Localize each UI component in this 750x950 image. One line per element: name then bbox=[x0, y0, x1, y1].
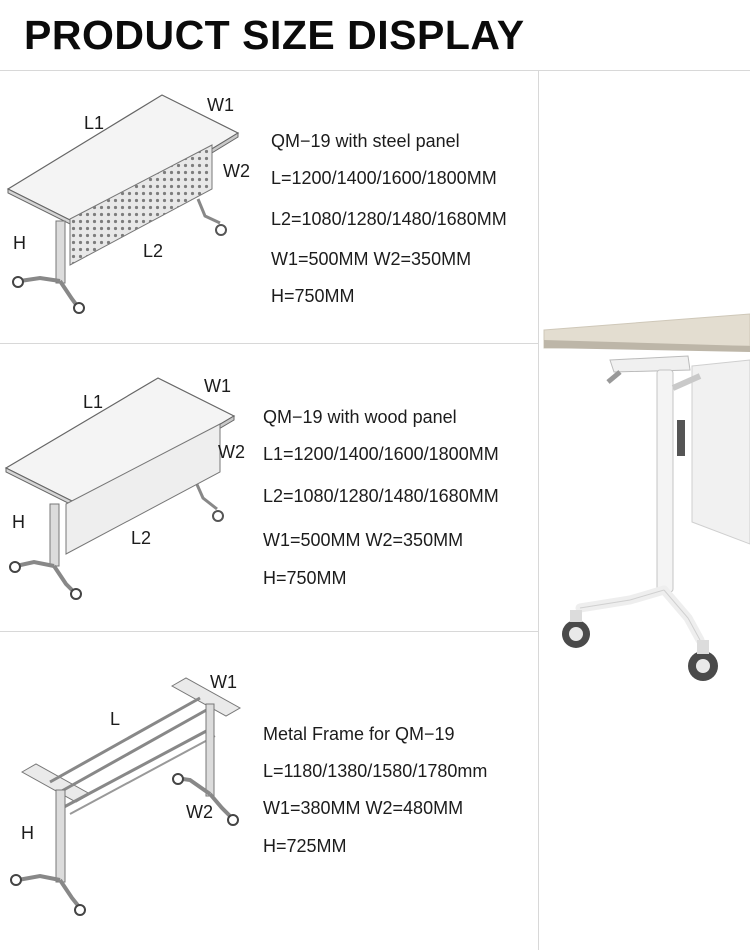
frame-model-name: Metal Frame for QM−19 bbox=[263, 724, 455, 744]
wood-label-w2: W2 bbox=[218, 442, 245, 462]
frame-label-w2: W2 bbox=[186, 802, 213, 822]
steel-height-spec: H=750MM bbox=[271, 286, 355, 306]
steel-panel-section bbox=[0, 71, 539, 344]
wood-l2-spec: L2=1080/1280/1480/1680MM bbox=[263, 486, 499, 506]
steel-model-name: QM−19 with steel panel bbox=[271, 131, 460, 151]
wood-label-l1: L1 bbox=[83, 392, 104, 412]
frame-length-spec: L=1180/1380/1580/1780mm bbox=[263, 761, 488, 781]
wood-model-name: QM−19 with wood panel bbox=[263, 407, 457, 427]
metal-frame-section bbox=[0, 632, 539, 950]
steel-label-h: H bbox=[13, 233, 26, 253]
steel-l2-spec: L2=1080/1280/1480/1680MM bbox=[271, 209, 507, 229]
wood-label-w1: W1 bbox=[204, 376, 231, 396]
wood-label-l2: L2 bbox=[131, 528, 152, 548]
frame-height-spec: H=725MM bbox=[263, 836, 347, 856]
product-photo bbox=[540, 300, 750, 700]
steel-length-spec: L=1200/1400/1600/1800MM bbox=[271, 168, 497, 188]
frame-label-w1: W1 bbox=[210, 672, 237, 692]
wood-height-spec: H=750MM bbox=[263, 568, 347, 588]
steel-label-w2: W2 bbox=[223, 161, 250, 181]
wood-panel-section bbox=[0, 344, 539, 632]
wood-label-h: H bbox=[12, 512, 25, 532]
steel-label-w1: W1 bbox=[207, 95, 234, 115]
wood-l1-spec: L1=1200/1400/1600/1800MM bbox=[263, 444, 499, 464]
page-header bbox=[0, 0, 750, 71]
frame-width-spec: W1=380MM W2=480MM bbox=[263, 798, 464, 818]
page-title: PRODUCT SIZE DISPLAY bbox=[24, 12, 525, 58]
steel-label-l1: L1 bbox=[84, 113, 105, 133]
frame-label-h: H bbox=[21, 823, 34, 843]
steel-width-spec: W1=500MM W2=350MM bbox=[271, 249, 472, 269]
wood-width-spec: W1=500MM W2=350MM bbox=[263, 530, 464, 550]
frame-label-l: L bbox=[110, 709, 121, 729]
steel-label-l2: L2 bbox=[143, 241, 164, 261]
